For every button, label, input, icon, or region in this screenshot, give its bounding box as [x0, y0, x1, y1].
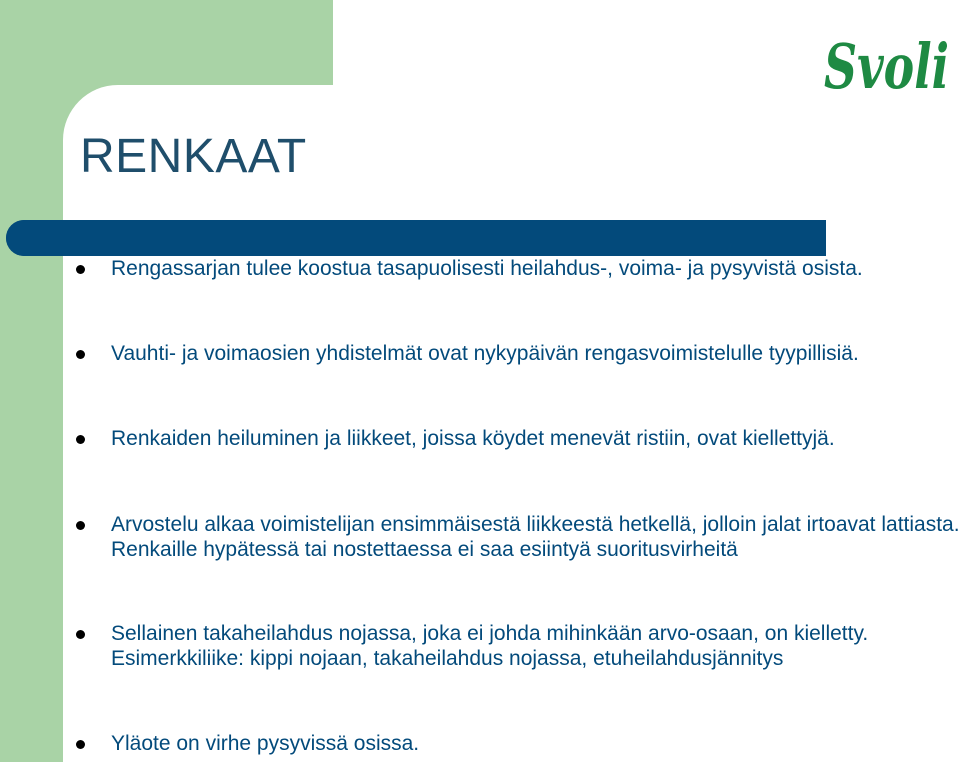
slide-title: RENKAAT [80, 130, 307, 183]
svg-text:Svoli: Svoli [824, 30, 949, 103]
bullet-text: Arvostelu alkaa voimistelijan ensimmäisestä liikkeestä hetkellä, jolloin jalat irtoavat lattiasta. Renkaille hypätessä tai nostettaessa ei saa esiintyä suoritusvirheitä [111, 513, 960, 561]
bullet-text: Renkaiden heiluminen ja liikkeet, joissa köydet menevät ristiin, ovat kiellettyjä. [111, 427, 835, 450]
bullet-dot-icon [76, 350, 85, 359]
bullet-dot-icon [76, 435, 85, 444]
bullet-dot-icon [76, 630, 85, 639]
bullet-item [111, 732, 960, 757]
title-divider-bar [6, 220, 826, 256]
bullet-item [111, 622, 960, 671]
bullet-text: Vauhti- ja voimaosien yhdistelmät ovat nykypäivän rengasvoimistelulle tyypillisiä. [111, 342, 859, 365]
bullet-dot-icon [76, 521, 85, 530]
bullet-text: Rengassarjan tulee koostua tasapuolisesti heilahdus-, voima- ja pysyvistä osista. [111, 257, 863, 280]
bullet-item [111, 427, 960, 452]
bullet-item [111, 257, 960, 282]
bullet-item [111, 513, 960, 562]
bullet-item [111, 342, 960, 367]
bullet-dot-icon [76, 265, 85, 274]
svoli-logo [820, 18, 955, 103]
bullet-text: Yläote on virhe pysyvissä osissa. [111, 732, 420, 755]
bullet-dot-icon [76, 740, 85, 749]
bullet-text: Sellainen takaheilahdus nojassa, joka ei johda mihinkään arvo-osaan, on kielletty. Esimerkkiliike: kippi nojaan, takaheilahdus nojassa, etuheilahdusjännitys [111, 622, 869, 670]
